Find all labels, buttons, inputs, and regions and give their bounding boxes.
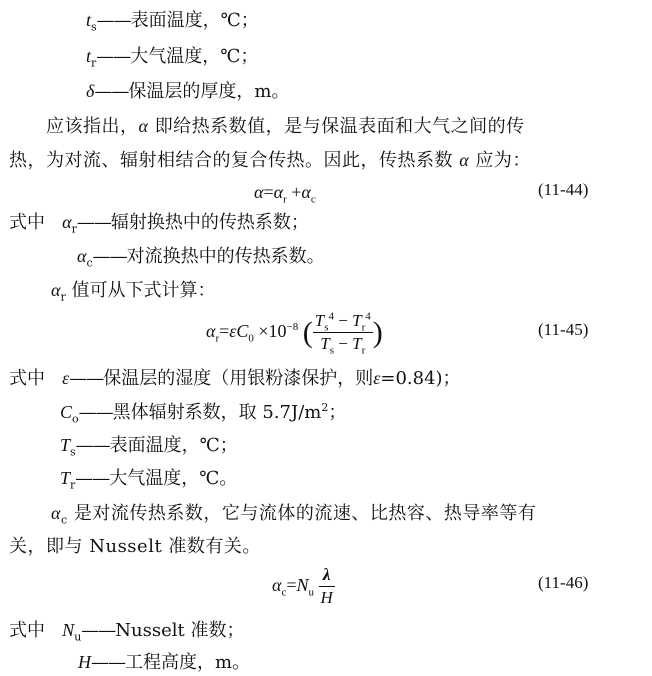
subscript-r: r (60, 290, 66, 304)
where-45-line2 (60, 400, 346, 425)
symbol-alpha: α (301, 182, 311, 202)
symbol-alpha: α (51, 280, 61, 300)
symbol-c: C (60, 402, 73, 422)
fraction (313, 310, 373, 357)
subscript-u: u (308, 586, 315, 599)
symbol-alpha: α (62, 212, 72, 232)
where-45-line1 (9, 366, 461, 391)
symbol-alpha: α (77, 246, 87, 266)
unit-superscript: 2 (321, 401, 329, 414)
subscript-c: c (60, 513, 68, 527)
value: =0.84)； (380, 368, 461, 389)
def-ts (86, 8, 259, 33)
punct: ； (328, 402, 347, 423)
equation-number-44: (11-44) (538, 180, 589, 199)
dash: —— (96, 46, 131, 67)
where-label: 式中 (9, 620, 45, 641)
subscript-r: r (70, 478, 76, 492)
where-44-line1 (9, 210, 309, 235)
subscript-r: r (361, 344, 366, 357)
text: 热，为对流、辐射相结合的复合传热。因此，传热系数 (9, 150, 453, 171)
power: 4 (365, 310, 371, 323)
equals: = (263, 182, 274, 202)
subscript-r: r (71, 222, 77, 236)
def-delta (86, 79, 289, 104)
para1-line2 (9, 148, 531, 173)
text: 应为： (475, 150, 531, 171)
dash: —— (75, 435, 110, 456)
symbol-delta: δ (86, 81, 95, 101)
symbol-n: N (296, 575, 309, 595)
power: 4 (328, 310, 335, 323)
equals: = (286, 575, 297, 595)
symbol-alpha: α (459, 150, 470, 170)
where-label: 式中 (9, 368, 45, 389)
subscript-s: s (70, 445, 76, 459)
plus: + (291, 182, 302, 202)
equation-11-45 (206, 306, 383, 356)
subscript-s: s (324, 321, 329, 334)
symbol-t: T (60, 468, 71, 488)
def-text: 工程高度，m。 (125, 652, 251, 673)
subscript-r: r (215, 332, 220, 345)
def-text: 大气温度，℃； (130, 46, 259, 67)
numerator-lambda: λ (322, 565, 331, 585)
text: 应该指出， (46, 116, 139, 137)
def-text: 黑体辐射系数，取 5.7J/m (112, 402, 322, 423)
subscript-u: u (74, 630, 82, 644)
subscript-c: c (281, 586, 287, 599)
equals: = (219, 321, 230, 341)
dash: —— (78, 402, 113, 423)
symbol-epsilon: ε (229, 321, 237, 341)
subscript-0: 0 (248, 332, 254, 345)
subscript-r: r (91, 56, 97, 70)
symbol-epsilon: ε (62, 368, 70, 388)
denominator (313, 332, 373, 357)
subscript-o: o (72, 412, 79, 426)
def-text: 对流换热中的传热系数。 (126, 246, 325, 267)
subscript-s: s (91, 20, 97, 34)
text: 即给热系数值，是与保温表面和大气之间的传 (154, 116, 525, 137)
numerator (313, 311, 373, 332)
text: 关，即与 Nusselt 准数有关。 (9, 536, 261, 557)
symbol-alpha: α (273, 182, 284, 202)
symbol-t: T (352, 334, 362, 354)
def-text: 表面温度，℃； (130, 10, 259, 31)
equation-11-44 (254, 180, 316, 204)
dash: —— (69, 368, 104, 389)
subscript-r: r (361, 321, 366, 334)
left-paren: ( (302, 315, 313, 349)
times-ten: ×10 (258, 321, 287, 341)
para3-line2 (9, 535, 261, 559)
def-text: 保温层的厚度，m。 (128, 81, 290, 102)
def-text: Nusselt 准数； (115, 620, 245, 641)
symbol-t: t (86, 10, 92, 30)
symbol-t: t (86, 46, 92, 66)
dash: —— (94, 81, 129, 102)
subscript-r: r (283, 193, 287, 206)
equation-number-45: (11-45) (538, 320, 589, 339)
dash: —— (75, 468, 110, 489)
text: 是对流传热系数，它与流体的流速、比热容、热导率等有 (73, 503, 537, 524)
subscript-s: s (329, 344, 335, 357)
symbol-t: T (314, 311, 325, 331)
symbol-t: T (320, 334, 330, 354)
dash: —— (92, 246, 127, 267)
subscript-c: c (310, 193, 316, 206)
symbol-epsilon: ε (373, 368, 381, 388)
dash: —— (81, 620, 116, 641)
para1-line1 (46, 114, 525, 139)
where-46-line2 (78, 650, 250, 675)
where-45-line4 (60, 466, 237, 491)
right-paren: ) (372, 315, 383, 349)
exponent: −8 (286, 321, 299, 333)
symbol-alpha: α (51, 503, 61, 523)
text: 值可从下式计算： (71, 280, 216, 301)
symbol-c: C (236, 321, 249, 341)
equation-number-46: (11-46) (538, 573, 589, 592)
para2 (51, 278, 215, 303)
minus: − (338, 334, 348, 354)
minus: − (338, 311, 348, 331)
symbol-alpha: α (272, 575, 282, 595)
dash: —— (76, 212, 111, 233)
subscript-c: c (86, 256, 93, 270)
where-45-line3 (60, 433, 238, 458)
def-tr (86, 44, 258, 69)
symbol-h: H (78, 652, 91, 672)
where-44-line2 (77, 244, 325, 269)
dash: —— (91, 652, 125, 673)
def-text: 大气温度，℃。 (109, 468, 238, 489)
equation-11-46 (272, 560, 335, 610)
symbol-alpha: α (254, 182, 264, 202)
symbol-alpha: α (206, 321, 216, 341)
def-text: 保温层的湿度（用银粉漆保护，则 (103, 368, 374, 389)
dash: —— (96, 10, 131, 31)
symbol-n: N (62, 620, 75, 640)
where-label: 式中 (9, 212, 45, 233)
denominator-h: H (320, 588, 333, 608)
symbol-t: T (60, 435, 71, 455)
para3-line1 (51, 501, 536, 526)
def-text: 表面温度，℃； (109, 435, 238, 456)
symbol-alpha: α (138, 116, 149, 136)
def-text: 辐射换热中的传热系数； (110, 212, 309, 233)
fraction (319, 565, 335, 608)
where-46-line1 (9, 618, 244, 643)
symbol-t: T (352, 311, 362, 331)
